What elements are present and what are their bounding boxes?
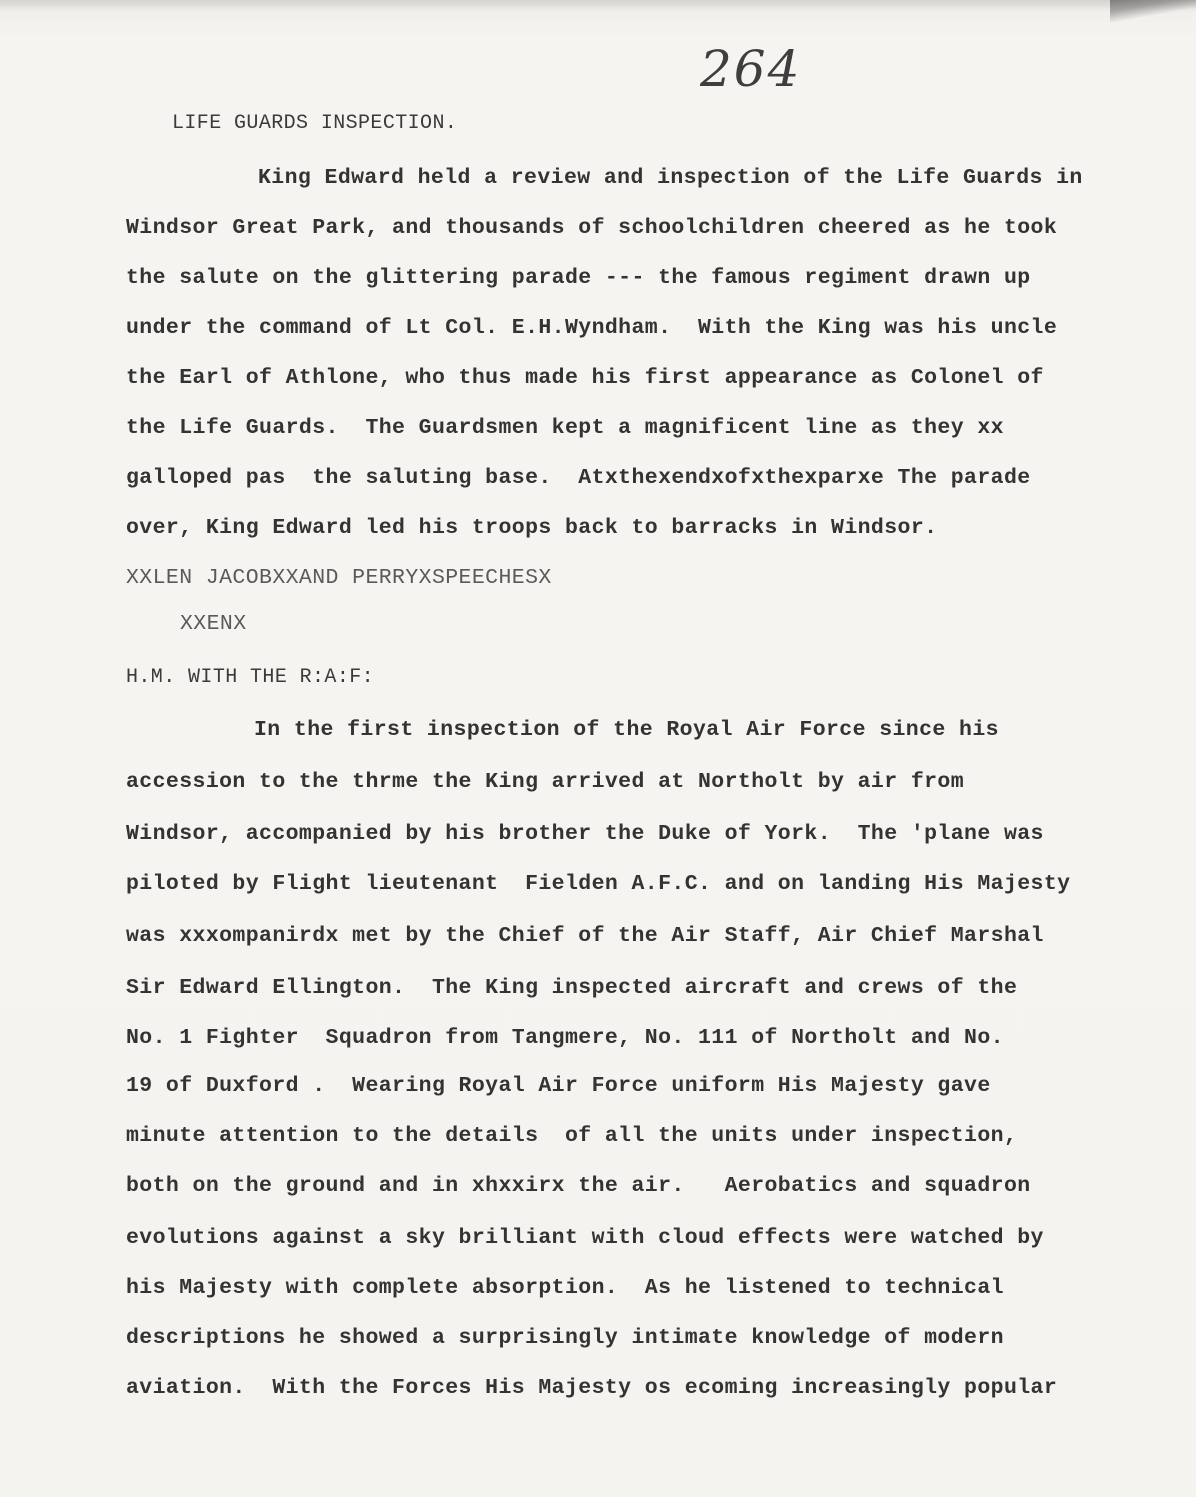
paragraph-line: minute attention to the details of all the units under inspection, (126, 1124, 1018, 1148)
paragraph-line: descriptions he showed a surprisingly intimate knowledge of modern (126, 1326, 1004, 1350)
page-top-edge (0, 0, 1196, 10)
paragraph-line: was xxxompanirdx met by the Chief of the Air Staff, Air Chief Marshal (126, 924, 1044, 948)
paragraph-line: the Life Guards. The Guardsmen kept a magnificent line as they xx (126, 416, 1004, 440)
corner-smudge (1110, 0, 1196, 24)
paragraph-line: evolutions against a sky brilliant with cloud effects were watched by (126, 1226, 1044, 1250)
paragraph-line: piloted by Flight lieutenant Fielden A.F.C. and on landing His Majesty (126, 872, 1071, 896)
paragraph-line: the salute on the glittering parade --- the famous regiment drawn up (126, 266, 1031, 290)
struck-out-line: XXENX (180, 612, 247, 636)
paragraph-line: No. 1 Fighter Squadron from Tangmere, No. 111 of Northolt and No. (126, 1026, 1004, 1050)
paragraph-line: aviation. With the Forces His Majesty os ecoming increasingly popular (126, 1376, 1058, 1400)
paragraph-line: In the first inspection of the Royal Air Force since his (254, 718, 999, 742)
paragraph-line: Windsor Great Park, and thousands of schoolchildren cheered as he took (126, 216, 1058, 240)
paragraph-line: accession to the thrme the King arrived at Northolt by air from (126, 770, 965, 794)
section-heading-raf: H.M. WITH THE R:A:F: (126, 666, 375, 689)
struck-out-line: XXLEN JACOBXXAND PERRYXSPEECHESX (126, 566, 552, 590)
paragraph-line: both on the ground and in xhxxirx the air. Aerobatics and squadron (126, 1174, 1031, 1198)
paragraph-line: his Majesty with complete absorption. As he listened to technical (126, 1276, 1004, 1300)
handwritten-page-number: 264 (700, 40, 802, 98)
paragraph-line: under the command of Lt Col. E.H.Wyndham. With the King was his uncle (126, 316, 1058, 340)
paragraph-line: the Earl of Athlone, who thus made his first appearance as Colonel of (126, 366, 1044, 390)
paragraph-line: King Edward held a review and inspection of the Life Guards in (258, 166, 1083, 190)
paragraph-line: Sir Edward Ellington. The King inspected aircraft and crews of the (126, 976, 1018, 1000)
paragraph-line: Windsor, accompanied by his brother the Duke of York. The 'plane was (126, 822, 1044, 846)
paragraph-line: over, King Edward led his troops back to barracks in Windsor. (126, 516, 938, 540)
paragraph-line: galloped pas the saluting base. Atxthexendxofxthexparxe The parade (126, 466, 1031, 490)
section-heading-life-guards: LIFE GUARDS INSPECTION. (172, 112, 458, 135)
paragraph-line: 19 of Duxford . Wearing Royal Air Force uniform His Majesty gave (126, 1074, 991, 1098)
